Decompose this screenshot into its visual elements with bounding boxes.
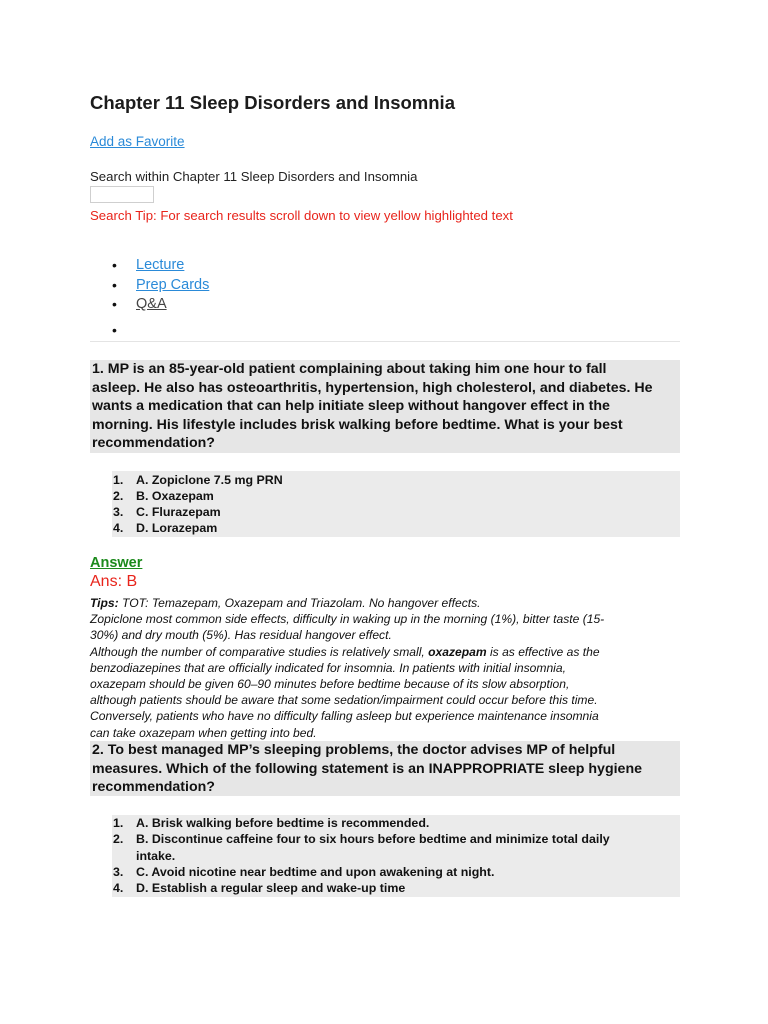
prep-cards-link[interactable]: Prep Cards (136, 276, 210, 293)
option-a[interactable] (112, 815, 680, 831)
page-title: Chapter 11 Sleep Disorders and Insomnia (90, 92, 455, 113)
option-text: C. Flurazepam (136, 505, 221, 520)
option-d[interactable] (112, 520, 680, 536)
nav-item-lecture (90, 256, 680, 276)
search-label: Search within Chapter 11 Sleep Disorders and Insomnia (90, 169, 418, 184)
answer-link[interactable]: Answer (90, 555, 143, 571)
tips-line: Conversely, patients who have no difficulty falling asleep but experience maintenance insomnia (90, 709, 599, 724)
option-d[interactable] (112, 880, 680, 896)
tips-label: Tips: (90, 596, 119, 610)
tips-text: Although the number of comparative studies is relatively small, (90, 644, 429, 659)
search-tip: Search Tip: For search results scroll down to view yellow highlighted text (90, 208, 513, 223)
tips-line: Zopiclone most common side effects, difficulty in waking up in the morning (1%), bitter taste (15- (90, 612, 605, 627)
nav-item-prep-cards (90, 276, 680, 296)
question-1-options (112, 471, 680, 537)
option-text: A. Brisk walking before bedtime is recommended. (136, 816, 430, 830)
tips-emphasis: oxazepam (428, 644, 487, 659)
lecture-link[interactable]: Lecture (136, 257, 185, 273)
option-number: 4. (113, 881, 124, 896)
nav-item-empty (90, 321, 680, 341)
option-c[interactable] (112, 504, 680, 520)
tips-text: is as effective as the (486, 644, 600, 659)
option-number: 3. (113, 864, 124, 879)
tips-text: TOT: Temazepam, Oxazepam and Triazolam. No hangover effects. (122, 596, 481, 610)
question-2-options (112, 815, 680, 897)
option-b[interactable] (112, 488, 680, 504)
add-favorite-link[interactable]: Add as Favorite (90, 134, 185, 149)
option-number: 2. (113, 832, 124, 847)
option-a[interactable] (112, 472, 680, 488)
tips-line: benzodiazepines that are officially indicated for insomnia. In patients with initial insomnia, (90, 660, 566, 675)
qa-link[interactable]: Q&A (136, 296, 167, 312)
option-text: C. Avoid nicotine near bedtime and upon awakening at night. (136, 864, 495, 879)
question-2-line: recommendation? (92, 779, 215, 796)
option-text-continued: intake. (136, 848, 176, 863)
tips-line: although patients should be aware that some sedation/impairment could occur before this time. (90, 693, 598, 708)
option-number: 3. (113, 505, 124, 520)
question-1-line: 1. MP is an 85-year-old patient complaining about taking him one hour to fall (92, 361, 607, 377)
option-b[interactable] (112, 831, 680, 864)
option-text: D. Establish a regular sleep and wake-up time (136, 881, 406, 896)
option-text: B. Discontinue caffeine four to six hours before bedtime and minimize total daily (136, 832, 610, 847)
tips-line (90, 644, 680, 660)
option-number: 2. (113, 488, 124, 503)
answer-value: Ans: B (90, 573, 138, 590)
tips-line: can take oxazepam when getting into bed. (90, 725, 317, 740)
question-1-line: asleep. He also has osteoarthritis, hypertension, high cholesterol, and diabetes. He (92, 379, 653, 396)
option-text: B. Oxazepam (136, 488, 214, 503)
option-text: D. Lorazepam (136, 521, 218, 536)
tips-line: 30%) and dry mouth (5%). Has residual hangover effect. (90, 628, 392, 643)
question-1 (90, 360, 680, 453)
question-2-line: 2. To best managed MP’s sleeping problems, the doctor advises MP of helpful (92, 742, 616, 758)
question-1-line: wants a medication that can help initiate sleep without hangover effect in the (92, 398, 610, 415)
nav-divider (90, 341, 680, 342)
option-number: 1. (113, 472, 124, 487)
option-text: A. Zopiclone 7.5 mg PRN (136, 472, 283, 487)
question-2-line: measures. Which of the following statement is an INAPPROPRIATE sleep hygiene (92, 760, 643, 777)
answer-tips (90, 595, 680, 741)
search-input[interactable] (90, 186, 154, 203)
option-c[interactable] (112, 864, 680, 880)
question-1-line: morning. His lifestyle includes brisk walking before bedtime. What is your best (92, 416, 623, 433)
chapter-nav (90, 256, 680, 340)
question-1-line: recommendation? (92, 435, 215, 452)
tips-line (90, 595, 680, 611)
nav-item-qa (90, 295, 680, 315)
tips-line: oxazepam should be given 60–90 minutes before bedtime because of its slow absorption, (90, 677, 570, 692)
option-number: 1. (113, 816, 124, 830)
option-number: 4. (113, 521, 124, 536)
question-2 (90, 741, 680, 796)
